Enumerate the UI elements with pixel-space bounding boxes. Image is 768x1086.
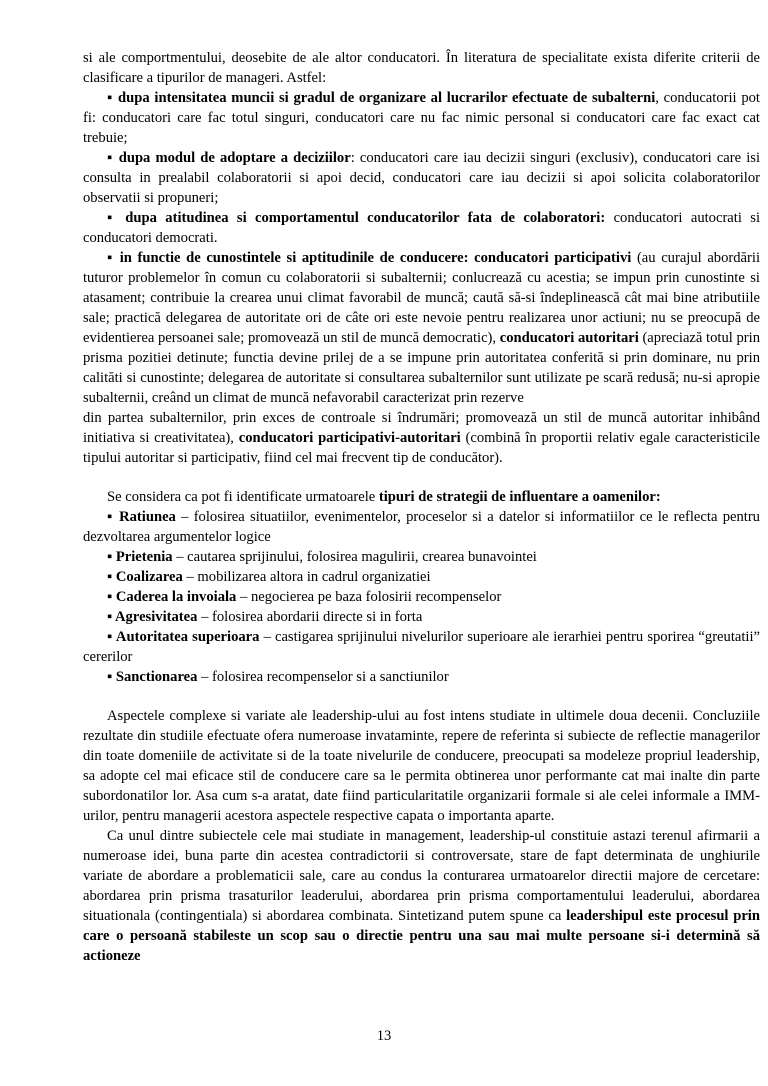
strategy-description: – folosirea recompenselor si a sanctiunilor (197, 669, 449, 685)
criterion-3-text: conducatori autocrati si conducatori democrati. (83, 210, 760, 246)
strategies-intro-heading: tipuri de strategii de influentare a oamenilor: (378, 489, 661, 505)
strategy-item (83, 547, 760, 567)
strategy-item (83, 567, 760, 587)
strategies-intro-text: Se considera ca pot fi identificate urmatoarele (107, 489, 379, 505)
strategy-description: – folosirea situatiilor, evenimentelor, proceselor si a datelor si informatiilor ce le reflecta pentru dezvoltarea argumentelor logice (83, 509, 760, 545)
strategy-item (83, 627, 760, 667)
strategy-item (83, 587, 760, 607)
criterion-1-heading: ▪ dupa intensitatea muncii si gradul de organizare al lucrarilor efectuate de subalterni (107, 90, 656, 106)
criterion-1-text: , conducatorii pot fi: conducatori care fac totul singuri, conducatori care nu fac nimic personal si conducatori care fac exact cat trebuie; (83, 90, 760, 146)
criterion-4-text-autocratic: (apreciază totul prin prisma pozitiei detinute; functia devine prilej de a se impune prin autoritatea conferită si prin dominare, nu prin calităti si cunostinte; delegarea de autoritate si consultarea subalternilor sunt utilizate pe scară redusă; nu-si apropie subalternii, creând un climat de muncă nefavorabil caracterizat prin rezerve (83, 330, 760, 406)
document-page (83, 48, 760, 966)
final-paragraph (83, 826, 760, 966)
spacer (83, 468, 760, 487)
strategy-description: – cautarea sprijinului, folosirea magulirii, crearea bunavointei (172, 549, 537, 565)
final-paragraph-text: Ca unul dintre subiectele cele mai studiate in management, leadership-ul constituie astazi terenul afirmarii a numeroase idei, buna parte din acestea contradictorii si controversate, stare de fapt determinata de unghiurile variate de abordare a problematicii sale, care au condus la conturarea urmatoarelor directii majore de cercetare: abordarea prin prisma trasaturilor leaderului, abordarea prin prisma comportamentului leaderului, abordarea situationala (contingentiala) si abordarea combinata. Sintetizand putem spune ca (83, 828, 760, 924)
criterion-4-continued (83, 408, 760, 468)
strategy-name: ▪ Autoritatea superioara (107, 629, 260, 645)
strategy-description: – negocierea pe baza folosirii recompenselor (236, 589, 502, 605)
strategy-name: ▪ Coalizarea (107, 569, 183, 585)
criterion-4-text-participative: (au curajul abordării tuturor problemelor în comun cu colaboratorii si subalternii; conlucrează cu acestia; se impun prin cunostinte si atasament; contribuie la crearea unui climat favorabil de muncă; caută să-si îndeplinească cât mai bine atributiile sale; practică delegarea de autoritate ori de câte ori este nevoie pentru realizarea unor actiuni; nu se preocupă de evidentierea persoanei sale; promovează un stil de muncă democratic), (83, 250, 760, 346)
strategy-description: – castigarea sprijinului nivelurilor superioare ale ierarhiei pentru sporirea “greutatii” cererilor (83, 629, 761, 665)
criterion-3-heading: ▪ dupa atitudinea si comportamentul conducatorilor fata de colaboratori: (107, 210, 606, 226)
criterion-4-text-mixed: (combină în proportii relativ egale caracteristicile tipului autoritar si participativ, fiind cel mai frecvent tip de conducător). (83, 430, 760, 466)
strategy-description: – mobilizarea altora in cadrul organizatiei (182, 569, 431, 585)
intro-paragraph: si ale comportmentului, deosebite de ale altor conducatori. În literatura de specialitate exista diferite criterii de clasificare a tipurilor de manageri. Astfel: (83, 50, 760, 86)
criterion-1 (83, 88, 760, 148)
strategy-name: ▪ Ratiunea (107, 509, 176, 525)
criterion-4 (83, 248, 760, 408)
page-number: 13 (376, 1028, 392, 1044)
strategy-item (83, 607, 760, 627)
criterion-2 (83, 148, 760, 208)
criterion-4-mixed-label: conducatori participativi-autoritari (233, 430, 461, 446)
strategy-name: ▪ Caderea la invoiala (107, 589, 237, 605)
criterion-3 (83, 208, 760, 248)
strategy-name: ▪ Sanctionarea (107, 669, 198, 685)
strategy-name: ▪ Prietenia (107, 549, 173, 565)
leadership-definition: leadershipul este procesul prin care o persoană stabileste un scop sau o directie pentru una sau mai multe persoane si-i determină să actioneze (83, 908, 760, 964)
strategy-description: – folosirea abordarii directe si in forta (197, 609, 423, 625)
strategy-name: ▪ Agresivitatea (107, 609, 198, 625)
criterion-2-heading: ▪ dupa modul de adoptare a deciziilor (107, 150, 351, 166)
strategy-item (83, 507, 760, 547)
criterion-4-autocratic-label: conducatori autoritari (496, 330, 639, 346)
strategy-item (83, 667, 760, 687)
criterion-2-text: : conducatori care iau decizii singuri (exclusiv), conducatori care isi consulta in prealabil colaboratorii si apoi decid, conducatori care iau decizii si apoi solicita colaboratorilor observatii si propuneri; (83, 150, 760, 206)
criterion-4-heading: ▪ in functie de cunostintele si aptitudinile de conducere: conducatori participativi (107, 250, 632, 266)
criterion-4-text-continued: din partea subalternilor, prin exces de controale si îndrumări; promovează un stil de muncă autoritar inhibând initiativa si creativitatea), (83, 410, 760, 446)
strategies-intro (83, 487, 760, 507)
leadership-paragraph: Aspectele complexe si variate ale leadership-ului au fost intens studiate in ultimele doua decenii. Concluziile rezultate din studiile efectuate ofera numeroase invataminte, repere de referinta si subiecte de reflectie managerilor din toate domeniile de activitate si de la toate nivelurile de conducere, preocupati sa modeleze propriul leadership, sa adopte cel mai eficace stil de conducere care sa le permita obtinerea unor performante cat mai inalte din parte subordonatilor lor. Asa cum s-a aratat, date fiind particularitatile organizarii formale si ale celei informale a IMM-urilor, pentru managerii acestora aspectele respective capata o importanta aparte. (83, 708, 760, 824)
spacer (83, 687, 760, 706)
